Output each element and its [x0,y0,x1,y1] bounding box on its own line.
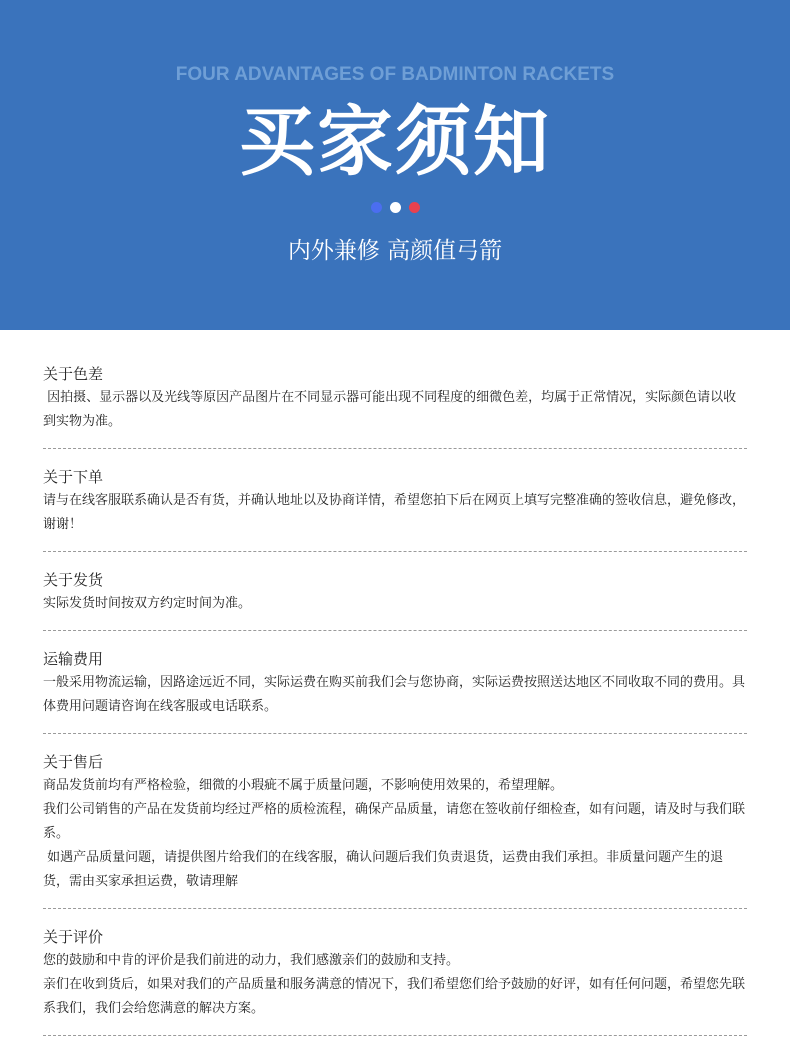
section-title: 运输费用 [43,650,104,668]
section-title: 关于发货 [43,571,104,589]
section-paragraph: 您的鼓励和中肯的评价是我们前进的动力，我们感激亲们的鼓励和支持。 [43,953,460,968]
section-paragraph: 如遇产品质量问题，请提供图片给我们的在线客服，确认问题后我们负责退货，运费由我们承担。非质量问题产生的退货，需由买家承担运费，敬请理解 [43,850,724,889]
section-paragraph: 商品发货前均有严格检验，细微的小瑕疵不属于质量问题，不影响使用效果的，希望理解。 [43,778,564,793]
blue-dot-icon [371,202,382,213]
white-dot-icon [390,202,401,213]
notice-section [43,647,747,734]
section-paragraph: 实际发货时间按双方约定时间为准。 [43,596,252,611]
notice-section [43,362,747,449]
section-title: 关于下单 [43,468,104,486]
section-paragraph: 我们公司销售的产品在发货前均经过严格的质检流程，确保产品质量，请您在签收前仔细检查，如有问题，请及时与我们联系。 [43,802,746,841]
section-paragraph: 一般采用物流运输，因路途远近不同，实际运费在购买前我们会与您协商，实际运费按照送达地区不同收取不同的费用。具体费用问题请咨询在线客服或电话联系。 [43,675,746,714]
page-title: 买家须知 [239,97,551,186]
decorative-dots [0,200,790,218]
section-title: 关于色差 [43,365,104,383]
notice-section [43,465,747,552]
section-title: 关于评价 [43,928,104,946]
red-dot-icon [409,202,420,213]
notice-section [43,925,747,1036]
page-subtitle: 内外兼修 高颜值弓箭 [287,238,503,264]
section-paragraph: 亲们在收到货后，如果对我们的产品质量和服务满意的情况下，我们希望您们给予鼓励的好评，如有任何问题，希望您先联系我们，我们会给您满意的解决方案。 [43,977,746,1016]
english-title: FOUR ADVANTAGES OF BADMINTON RACKETS [175,64,615,85]
notice-section [43,750,747,909]
section-paragraph: 请与在线客服联系确认是否有货，并确认地址以及协商详情，希望您拍下后在网页上填写完整准确的签收信息，避免修改，谢谢！ [43,493,746,532]
notice-section [43,568,747,631]
header-banner [0,0,790,330]
section-paragraph: 因拍摄、显示器以及光线等原因产品图片在不同显示器可能出现不同程度的细微色差，均属于正常情况，实际颜色请以收到实物为准。 [43,390,737,429]
notice-content [43,362,747,1052]
section-title: 关于售后 [43,753,104,771]
